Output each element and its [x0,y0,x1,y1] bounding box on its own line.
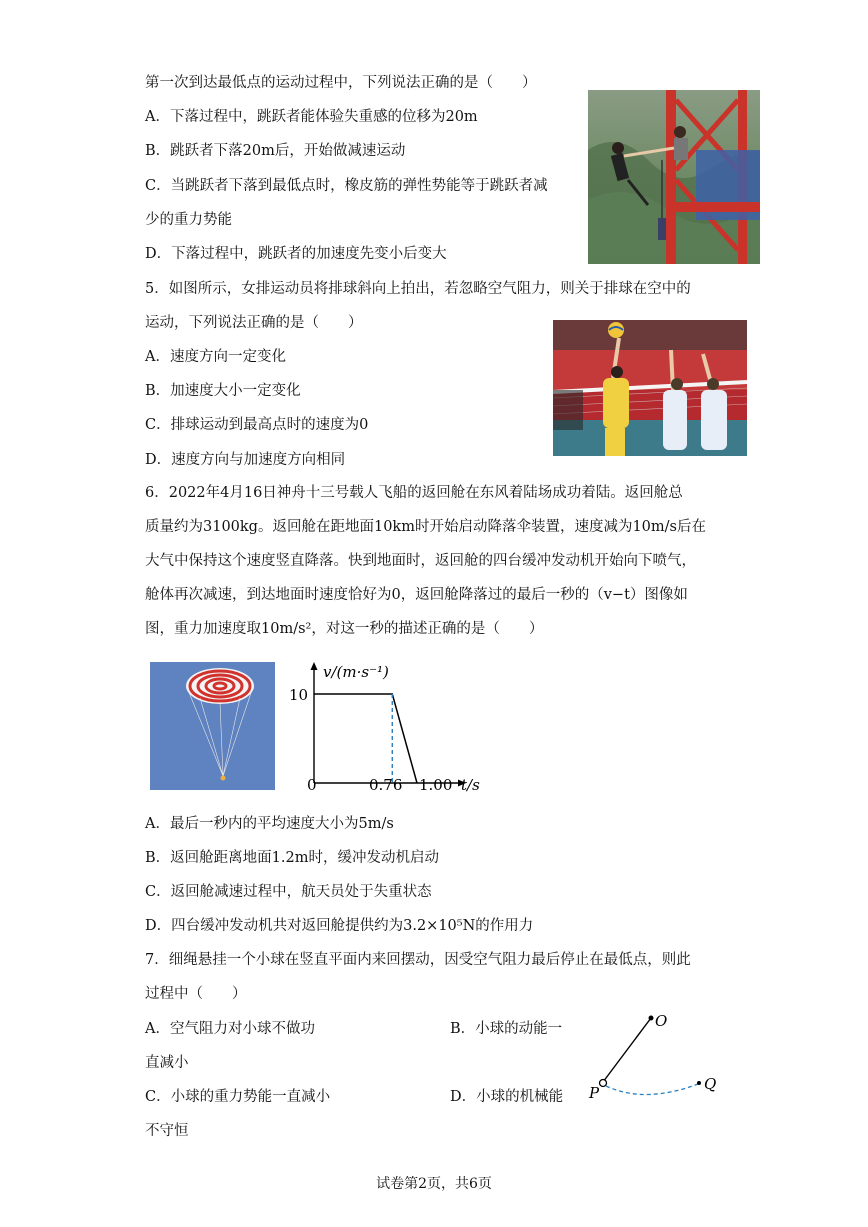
origin-label: 0 [307,776,317,794]
pendulum-string [603,1018,651,1082]
q7-stem-line2: 过程中（ ） [145,986,247,1002]
q6-option-c: C．返回舱减速过程中，航天员处于失重状态 [145,884,432,900]
volleyball-photo [553,320,747,456]
q7-option-b-cont: 直减小 [145,1055,189,1071]
q7-option-d-cont: 不守恒 [145,1123,189,1139]
y-axis-arrow [311,662,318,670]
q6-stem-line2: 质量约为3100kg。返回舱在距地面10km时开始启动降落伞装置，速度减为10m/s后在 [145,519,706,535]
swing-arc [606,1084,698,1095]
q4-option-c-cont: 少的重力势能 [145,212,232,228]
q5-option-d: D．速度方向与加速度方向相同 [145,452,346,468]
x-axis-label: t/s [461,776,480,794]
x-tick-label-076: 0.76 [369,776,403,794]
q7-option-b: B．小球的动能一 [450,1021,563,1037]
vt-graph-svg [283,655,498,800]
pendulum-diagram [585,1008,725,1103]
q6-option-d: D．四台缓冲发动机共对返回舱提供约为3.2×10⁵N的作用力 [145,918,534,934]
y-axis-label: v/(m·s⁻¹) [323,663,389,681]
q7-option-d: D．小球的机械能 [450,1089,564,1105]
q6-option-a: A．最后一秒内的平均速度大小为5m/s [145,816,394,832]
point-q [697,1081,701,1085]
q6-stem-line4: 舱体再次减速，到达地面时速度恰好为0，返回舱降落过的最后一秒的（v−t）图像如 [145,587,688,603]
q5-option-a: A．速度方向一定变化 [145,349,286,365]
q4-option-a: A．下落过程中，跳跃者能体验失重感的位移为20m [145,109,478,125]
q6-stem-line5: 图，重力加速度取10m/s²，对这一秒的描述正确的是（ ） [145,621,544,637]
parachute-photo [150,662,275,790]
q7-option-a: A．空气阻力对小球不做功 [145,1021,315,1037]
vt-graph [283,655,498,800]
x-tick-label-100: 1.00 [419,776,453,794]
velocity-series-line [314,694,417,783]
q5-option-c: C．排球运动到最高点时的速度为0 [145,417,369,433]
q7-stem-line1: 7．细绳悬挂一个小球在竖直平面内来回摆动，因受空气阻力最后停止在最低点，则此 [145,952,691,968]
point-o [649,1016,654,1021]
q5-stem-line2: 运动，下列说法正确的是（ ） [145,315,363,331]
q5-stem-line1: 5．如图所示，女排运动员将排球斜向上拍出，若忽略空气阻力，则关于排球在空中的 [145,281,691,297]
q7-option-c: C．小球的重力势能一直减小 [145,1089,331,1105]
pendulum-ball [600,1080,607,1087]
y-tick-label: 10 [289,686,309,704]
page-footer: 试卷第2页，共6页 [376,1176,492,1192]
bungee-photo [588,90,760,264]
q6-stem-line1: 6．2022年4月16日神舟十三号载人飞船的返回舱在东风着陆场成功着陆。返回舱总 [145,485,683,501]
label-p: P [589,1084,600,1102]
label-q: Q [704,1075,717,1093]
q6-stem-line3: 大气中保持这个速度竖直降落。快到地面时，返回舱的四台缓冲发动机开始向下喷气， [145,553,696,569]
label-o: O [655,1012,668,1030]
q4-option-b: B．跳跃者下落20m后，开始做减速运动 [145,143,406,159]
q4-option-d: D．下落过程中，跳跃者的加速度先变小后变大 [145,246,447,262]
q5-option-b: B．加速度大小一定变化 [145,383,301,399]
q6-option-b: B．返回舱距离地面1.2m时，缓冲发动机启动 [145,850,439,866]
q4-stem: 第一次到达最低点的运动过程中，下列说法正确的是（ ） [145,75,537,91]
q4-option-c: C．当跳跃者下落到最低点时，橡皮筋的弹性势能等于跳跃者减 [145,178,548,194]
